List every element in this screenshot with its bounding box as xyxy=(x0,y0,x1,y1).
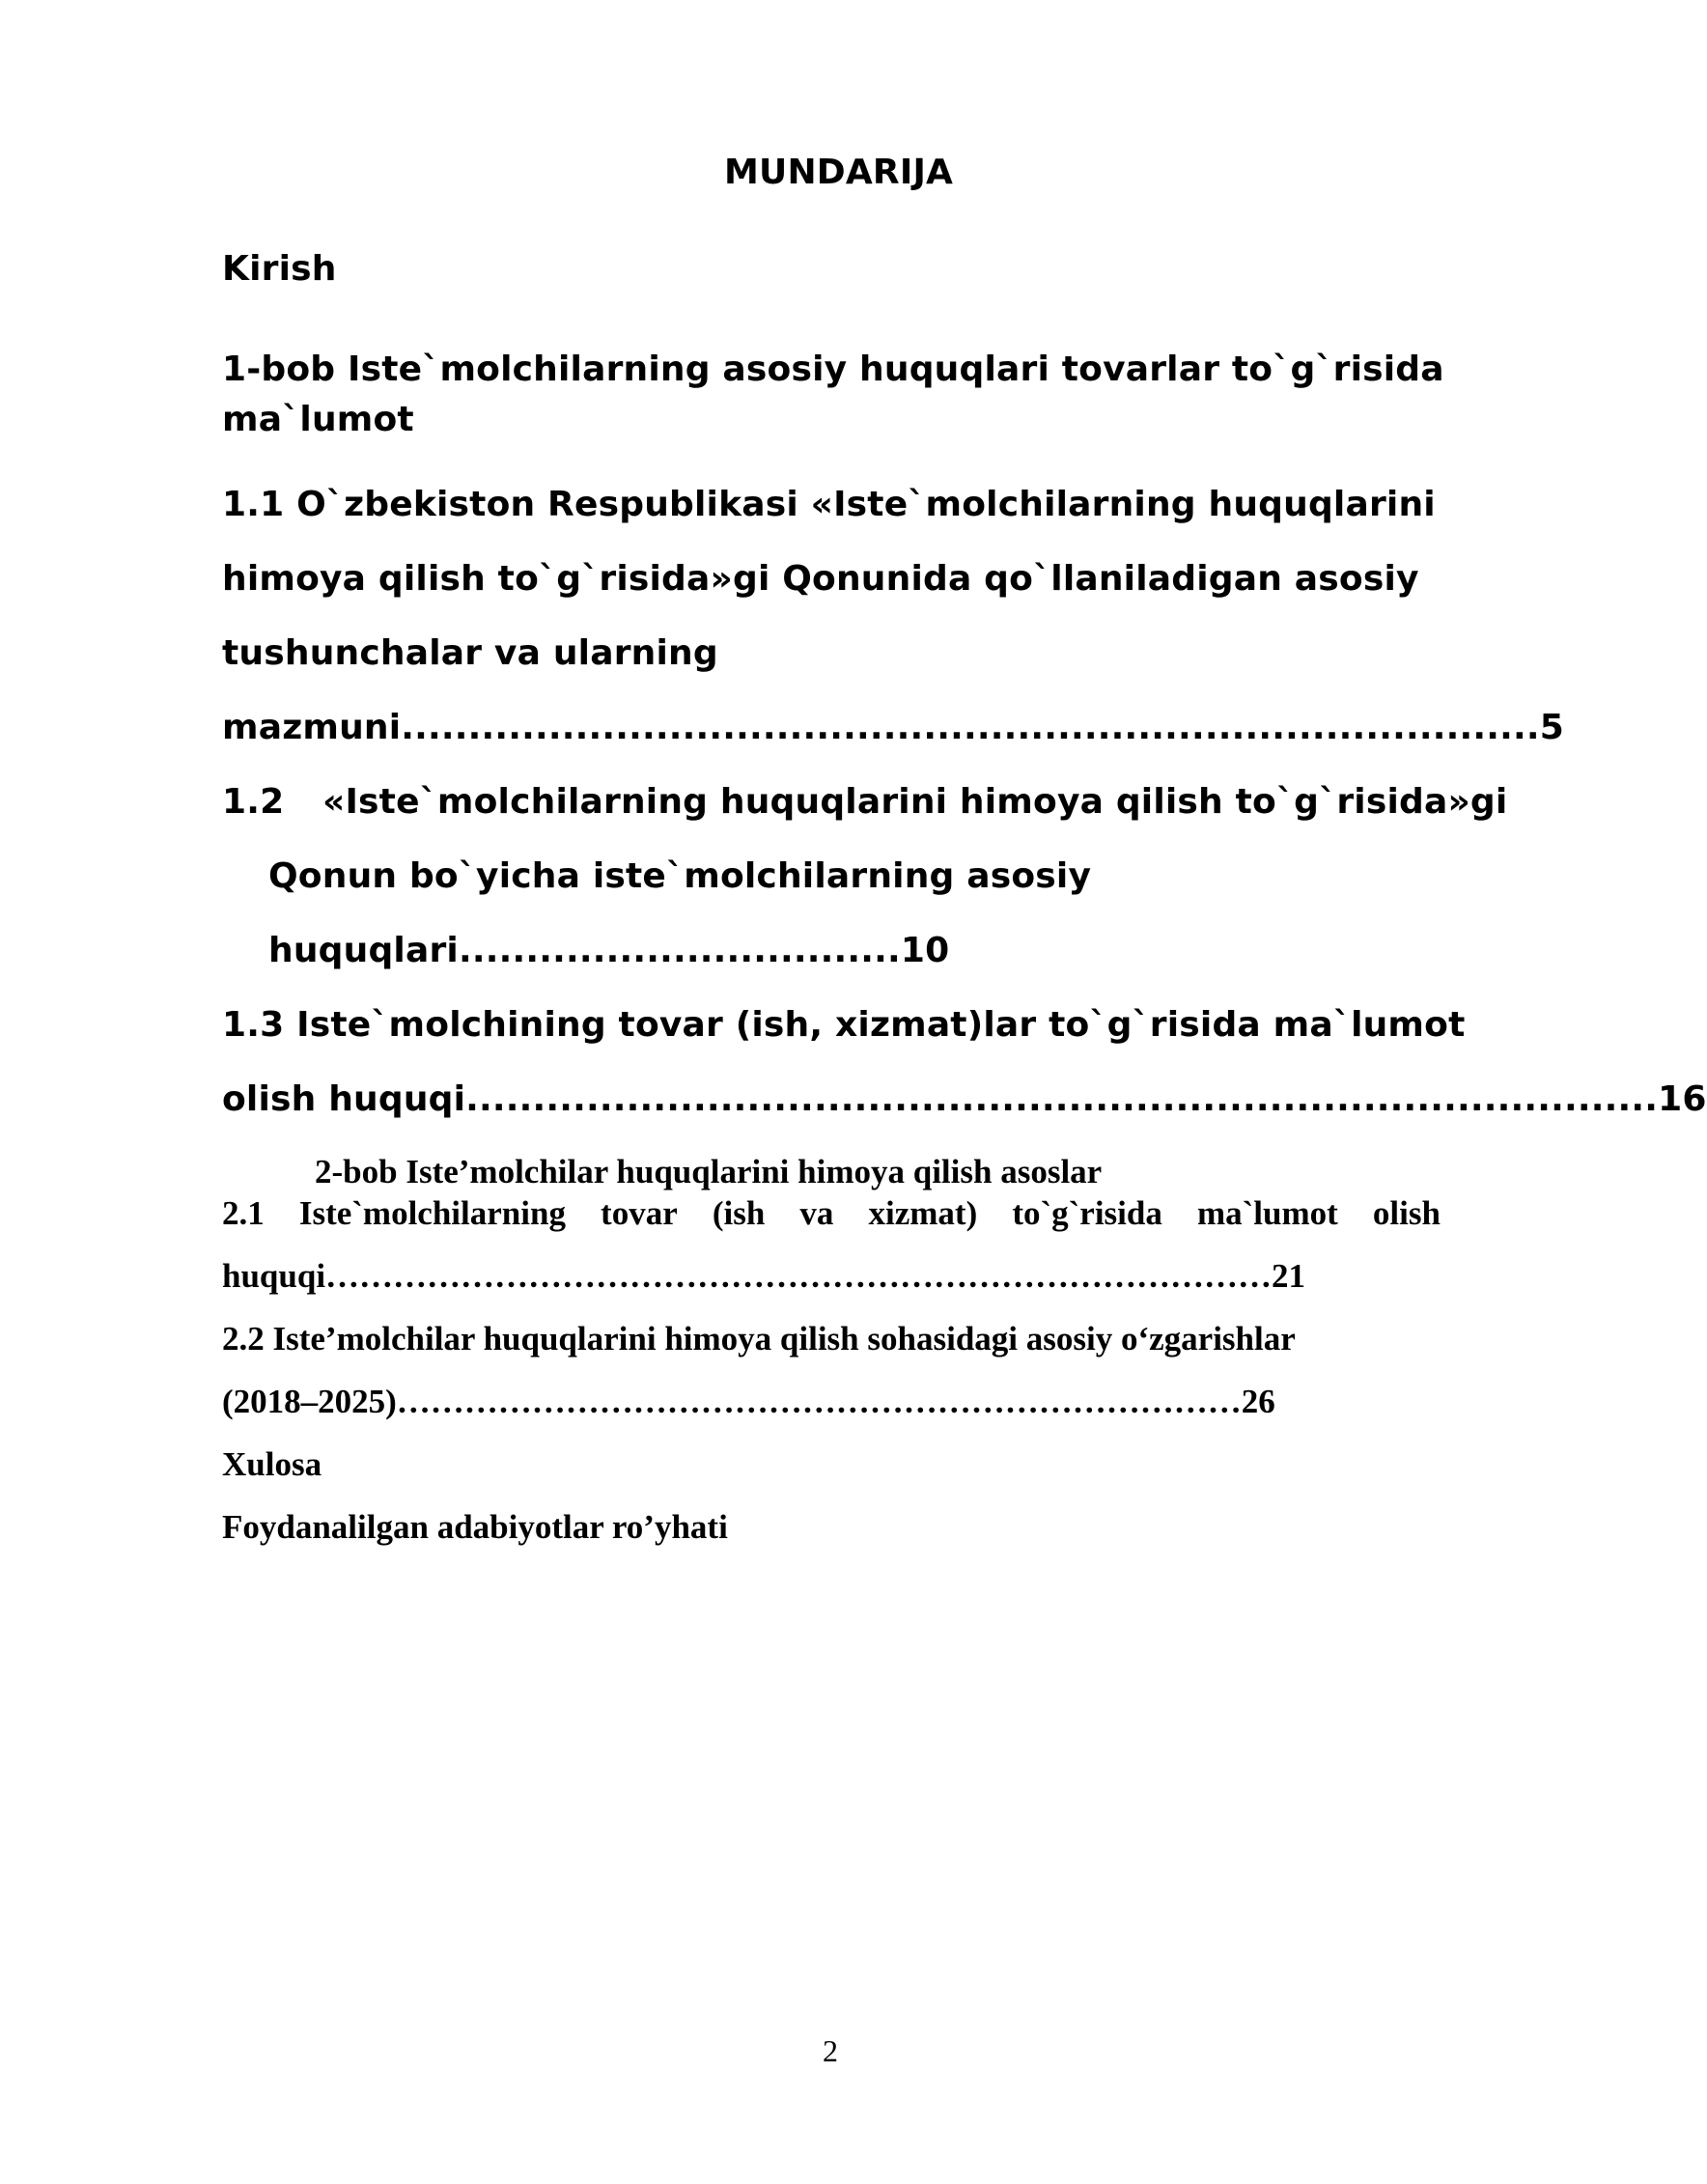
toc-entry-references: Foydanalilgan adabiyotlar ro’yhati xyxy=(222,1508,728,1546)
toc-chapter1-heading-line1: 1-bob Iste`molchilarning asosiy huquqlari tovarlar to`g`risida xyxy=(222,350,1444,389)
toc-chapter1-heading-line2: ma`lumot xyxy=(222,400,414,439)
toc-word: to`g`risida xyxy=(1012,1194,1162,1232)
toc-word: tovar xyxy=(601,1194,678,1232)
toc-section-1-3-line2: olish huquqi.........................................................................................16 xyxy=(222,1079,1707,1119)
toc-entry-kirish: Kirish xyxy=(222,249,337,289)
toc-word: olish xyxy=(1372,1194,1441,1232)
toc-word: va xyxy=(799,1194,834,1232)
toc-word: ma`lumot xyxy=(1196,1194,1338,1232)
toc-section-2-1-line2: huquqi…………………………………………………………………………21 xyxy=(222,1257,1306,1295)
toc-word: (ish xyxy=(712,1194,766,1232)
toc-section-1-1-line1: 1.1 O`zbekiston Respublikasi «Iste`molchilarning huquqlarini xyxy=(222,485,1436,524)
toc-section-1-1-line2: himoya qilish to`g`risida»gi Qonunida qo`llaniladigan asosiy xyxy=(222,559,1419,599)
toc-section-1-2-line2: Qonun bo`yicha iste`molchilarning asosiy xyxy=(268,856,1092,896)
toc-chapter2-heading: 2-bob Iste’molchilar huquqlarini himoya qilish asoslar xyxy=(315,1153,1103,1190)
toc-entry-xulosa: Xulosa xyxy=(222,1445,322,1483)
toc-section-1-3-line1: 1.3 Iste`molchining tovar (ish, xizmat)lar to`g`risida ma`lumot xyxy=(222,1005,1466,1045)
toc-section-1-1-line4: mazmuni.....................................................................................5 xyxy=(222,708,1564,747)
toc-title: MUNDARIJA xyxy=(724,153,954,192)
toc-word: xizmat) xyxy=(868,1194,978,1232)
page-number: 2 xyxy=(823,2033,838,2068)
toc-section-1-2-line3: huquqlari.................................10 xyxy=(268,931,950,970)
toc-section-1-2-number: 1.2 xyxy=(222,782,285,822)
toc-section-1-1-line3: tushunchalar va ularning xyxy=(222,633,718,673)
toc-section-2-2-line2: (2018–2025)…………………………………………………………………26 xyxy=(222,1383,1275,1420)
toc-section-2-1-line1 xyxy=(222,1194,1441,1233)
toc-section-1-2-line1: «Iste`molchilarning huquqlarini himoya qilish to`g`risida»gi xyxy=(322,782,1508,822)
toc-word: 2.1 xyxy=(222,1194,265,1232)
toc-section-2-2-line1: 2.2 Iste’molchilar huquqlarini himoya qilish sohasidagi asosiy o‘zgarishlar xyxy=(222,1320,1296,1358)
toc-word: Iste`molchilarning xyxy=(298,1194,566,1232)
